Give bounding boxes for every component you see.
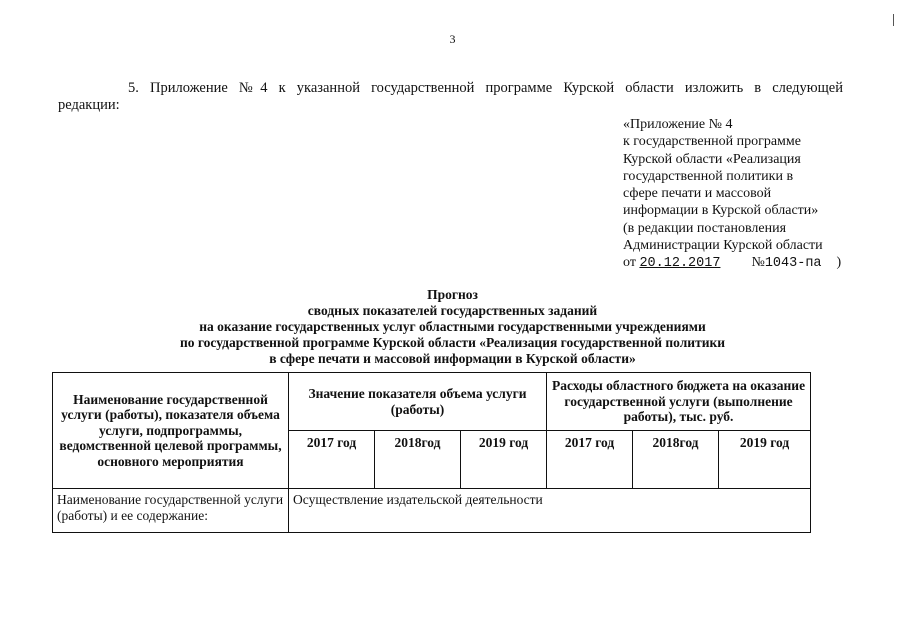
annex-line: государственной политики в: [623, 168, 794, 184]
page-number: 3: [449, 32, 456, 46]
row-value: Осуществление издательской деятельности: [289, 489, 811, 533]
title-line: сводных показателей государственных заданий: [307, 303, 598, 318]
resolution-date: 20.12.2017: [639, 256, 721, 272]
title-line: Прогноз: [427, 287, 478, 302]
close-paren: ): [836, 255, 842, 271]
row-label: Наименование государственной услуги (работы) и ее содержание:: [53, 489, 289, 533]
annex-line: Курской области «Реализация: [623, 151, 801, 167]
title-line: по государственной программе Курской области «Реализация государственной политики: [179, 335, 726, 350]
amendment-paragraph: [58, 80, 843, 114]
year-header: 2017 год: [547, 431, 633, 489]
forecast-table: [52, 372, 811, 533]
paragraph-line-2: редакции:: [58, 97, 120, 113]
paragraph-line-1: 5. Приложение №4 к указанной государственной программе Курской области изложить в следующей: [128, 80, 843, 96]
annex-line: «Приложение № 4: [623, 117, 733, 132]
header-service-name: Наименование государственной услуги (работы), показателя объема услуги, подпрограммы, ведомственной целевой программы, основного мероприятия: [53, 373, 289, 489]
year-header: 2018год: [633, 431, 719, 489]
annex-line: (в редакции постановления: [623, 220, 787, 236]
date-prefix: от: [623, 255, 636, 271]
annex-header: [623, 116, 863, 273]
annex-date-line: [623, 254, 863, 272]
title-line: в сфере печати и массовой информации в Курской области»: [269, 351, 636, 366]
annex-line: информации в Курской области»: [623, 203, 819, 219]
resolution-number: 1043-па: [764, 256, 822, 272]
document-title: [0, 287, 905, 367]
annex-line: Администрации Курской области: [623, 238, 823, 254]
year-header: 2019 год: [461, 431, 547, 489]
year-header: 2018год: [375, 431, 461, 489]
scan-artifact: [893, 14, 894, 26]
header-budget-expenses: Расходы областного бюджета на оказание государственной услуги (выполнение работы), тыс. руб.: [547, 373, 811, 431]
annex-line: сфере печати и массовой: [623, 186, 772, 202]
title-line: на оказание государственных услуг областными государственными учреждениями: [199, 319, 706, 334]
header-volume-indicator: Значение показателя объема услуги (работы): [289, 373, 547, 431]
number-prefix: №: [751, 255, 765, 271]
year-header: 2019 год: [719, 431, 811, 489]
year-header: 2017 год: [289, 431, 375, 489]
annex-line: к государственной программе: [623, 134, 801, 150]
